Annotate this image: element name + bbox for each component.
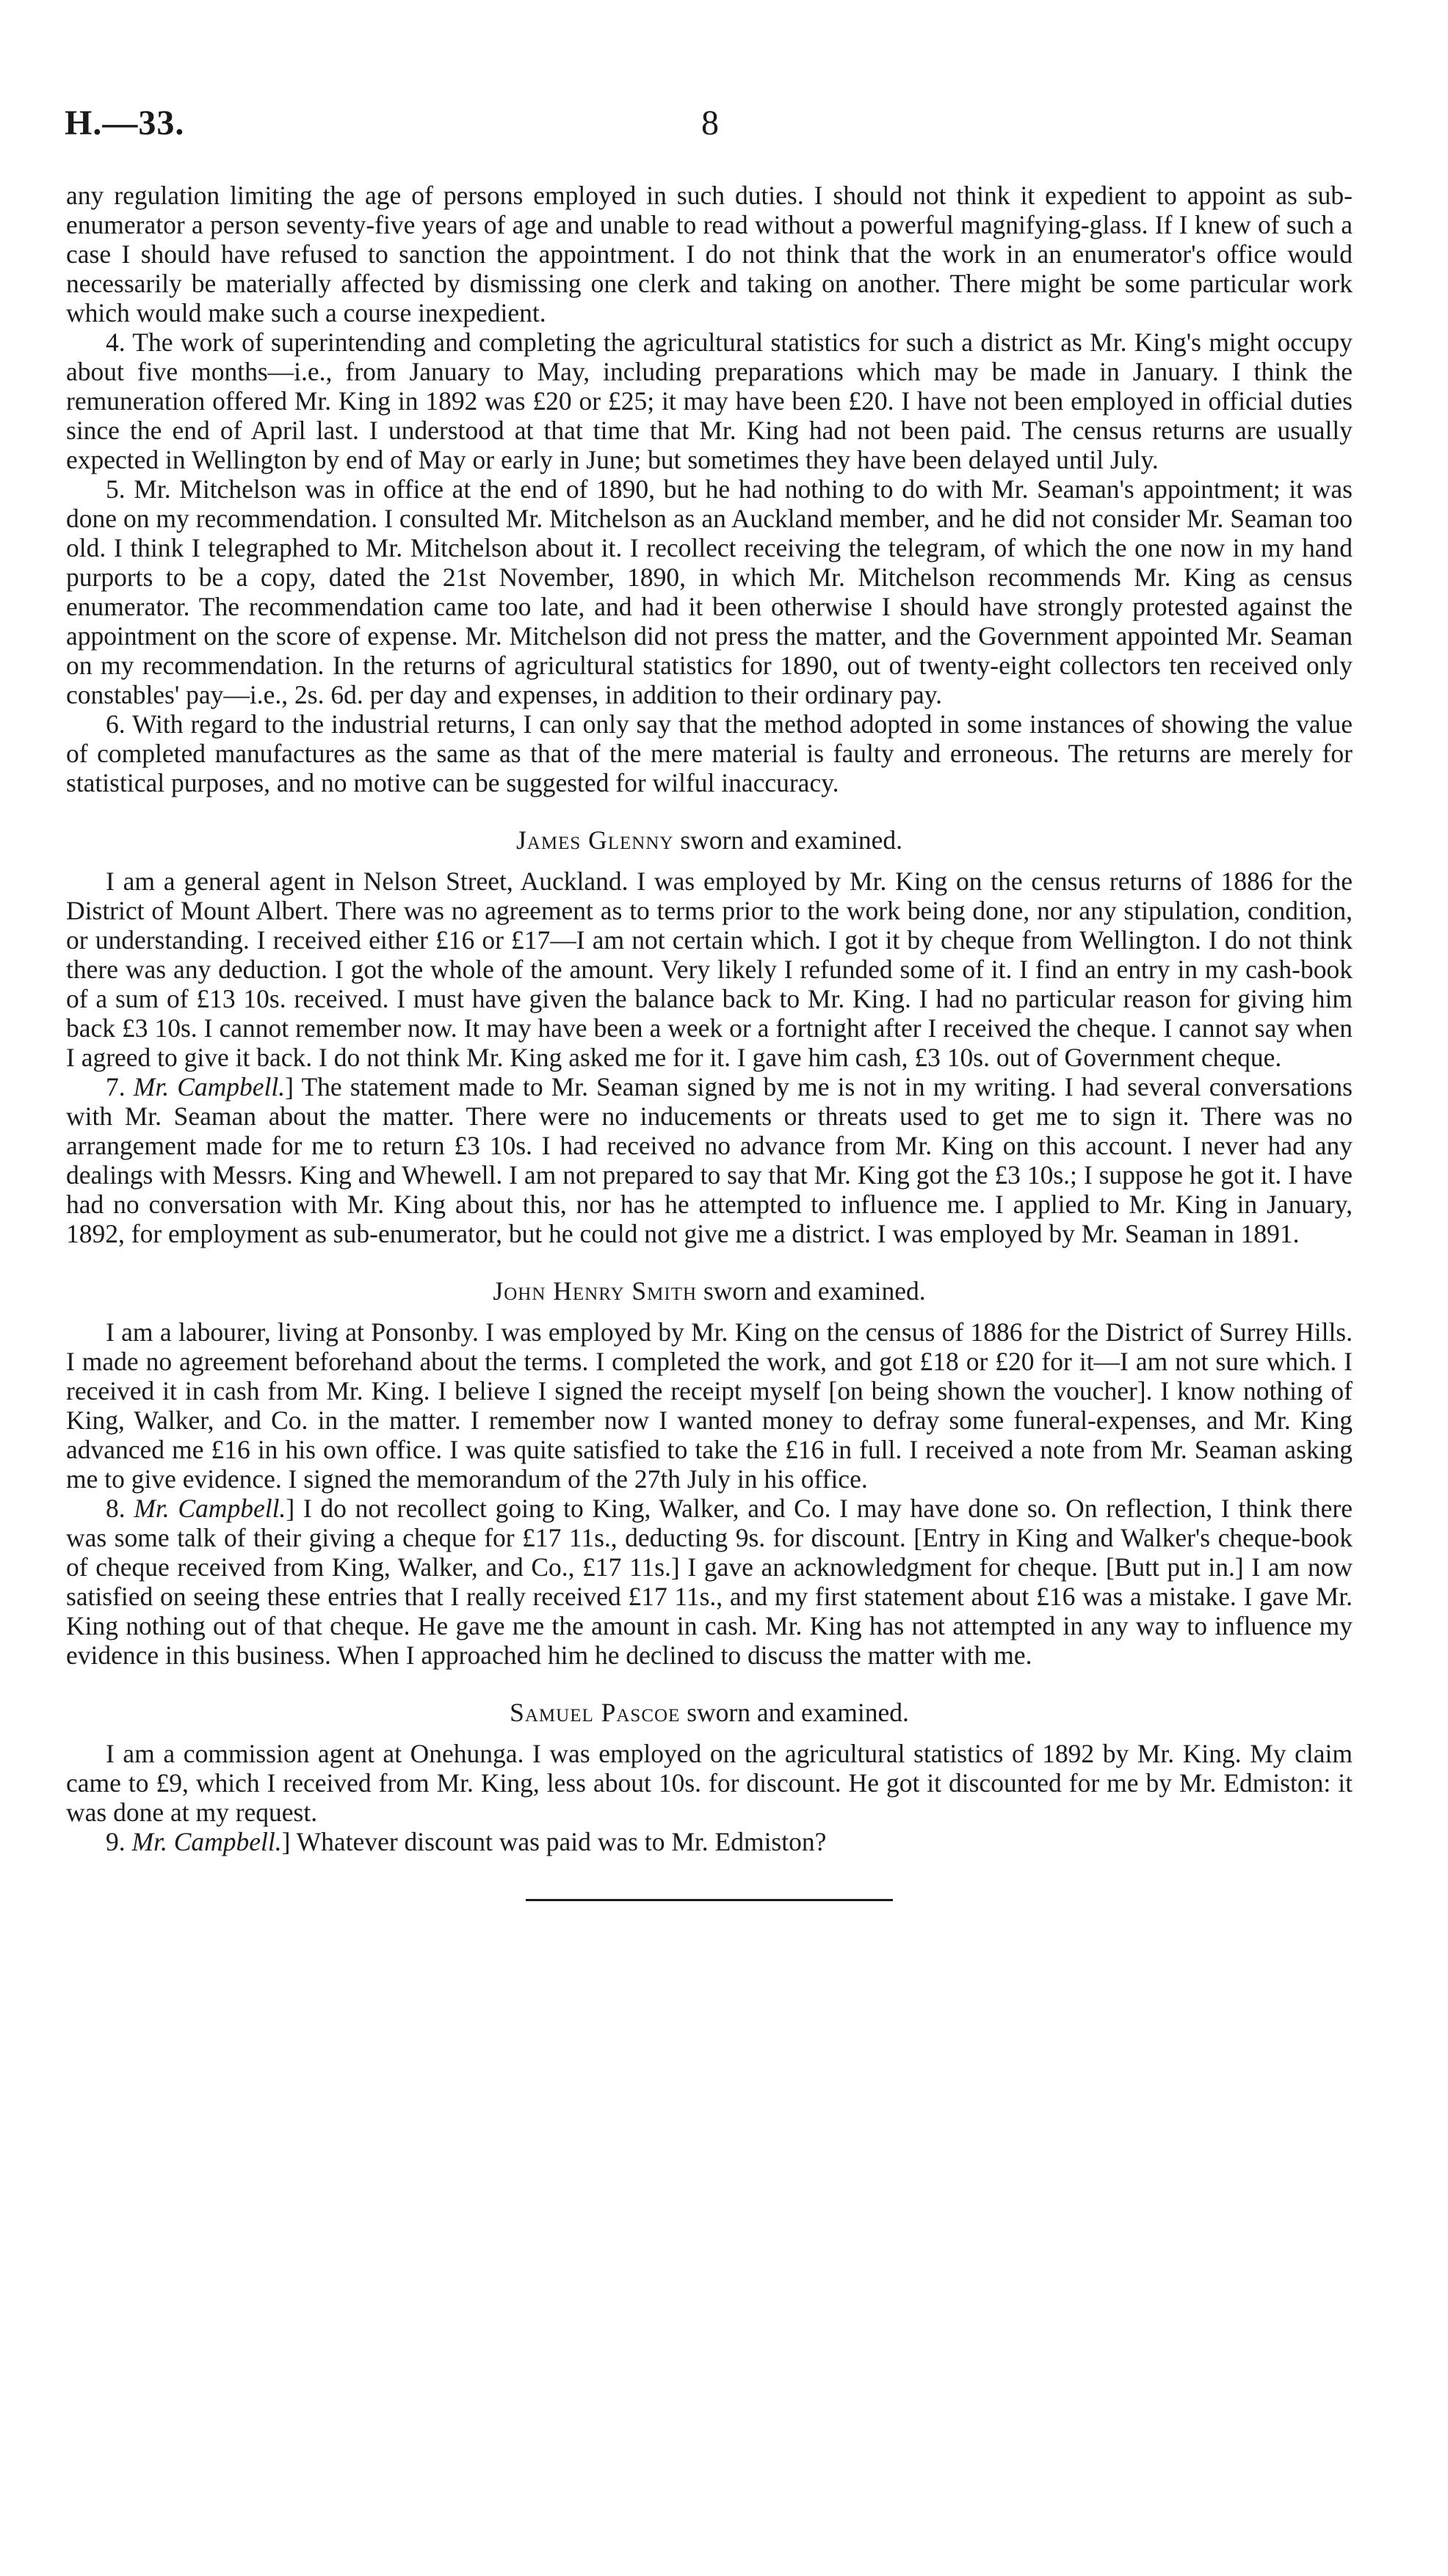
questioner: Mr. Campbell. xyxy=(131,1827,282,1856)
question-number: 8. xyxy=(106,1494,134,1523)
glenny-statement: I am a general agent in Nelson Street, Auckland. I was employed by Mr. King on the census returns of 1886 for the District of Mount Albert. There was no agreement as to terms prior to the work being done, nor any stipulation, condition, or understanding. I received either £16 or £17—I am not certain which. I got it by cheque from Wellington. I do not think there was any deduction. I got the whole of the amount. Very likely I refunded some of it. I find an entry in my cash-book of a sum of £13 10s. received. I must have given the balance back to Mr. King. I had no particular reason for giving him back £3 10s. I cannot remember now. It may have been a week or a fortnight after I received the cheque. I cannot say when I agreed to give it back. I do not think Mr. King asked me for it. I gave him cash, £3 10s. out of Government cheque. xyxy=(66,866,1353,1072)
paragraph-9 xyxy=(66,1827,1353,1856)
witness-heading-suffix: sworn and examined. xyxy=(673,825,903,855)
paragraph-continuation: any regulation limiting the age of persons employed in such duties. I should not think it expedient to appoint as sub-enumerator a person seventy-five years of age and unable to read without a powerful magnifying-glass. If I knew of such a case I should have refused to sanction the appointment. I do not think that the work in an enumerator's office would necessarily be materially affected by dismissing one clerk and taking on another. There might be some particular work which would make such a course inexpedient. xyxy=(66,181,1353,328)
witness-name: John Henry Smith xyxy=(493,1276,698,1306)
body-text xyxy=(66,181,1353,1901)
pascoe-statement: I am a commission agent at Onehunga. I was employed on the agricultural statistics of 1892 by Mr. King. My claim came to £9, which I received from Mr. King, less about 10s. for discount. He got it discounted for me by Mr. Edmiston: it was done at my request. xyxy=(66,1739,1353,1827)
paragraph-6: 6. With regard to the industrial returns, I can only say that the method adopted in some instances of showing the value of completed manufactures as the same as that of the mere material is faulty and erroneous. The returns are merely for statistical purposes, and no motive can be suggested for wilful inaccuracy. xyxy=(66,709,1353,797)
question-number: 7. xyxy=(106,1072,134,1101)
answer-text: ] I do not recollect going to King, Walker, and Co. I may have done so. On reflection, I think there was some talk of their giving a cheque for £17 11s., deducting 9s. for discount. [Entry in King and Walker's cheque-book of cheque received from King, Walker, and Co., £17 11s.] I gave an acknowledgment for cheque. [Butt put in.] I am now satisfied on seeing these entries that I really received £17 11s., and my first statement about £16 was a mistake. I gave Mr. King nothing out of that cheque. He gave me the amount in cash. Mr. King has not attempted in any way to influence my evidence in this business. When I approached him he declined to discuss the matter with me. xyxy=(66,1494,1353,1670)
questioner: Mr. Campbell. xyxy=(134,1494,286,1523)
witness-heading-glenny xyxy=(66,825,1353,855)
witness-heading-pascoe xyxy=(66,1698,1353,1727)
document-reference: H.—33. xyxy=(65,104,185,142)
smith-statement: I am a labourer, living at Ponsonby. I was employed by Mr. King on the census of 1886 for the District of Surrey Hills. I made no agreement beforehand about the terms. I completed the work, and got £18 or £20 for it—I am not sure which. I received it in cash from Mr. King. I believe I signed the receipt myself [on being shown the voucher]. I know nothing of King, Walker, and Co. in the matter. I remember now I wanted money to defray some funeral-expenses, and Mr. King advanced me £16 in his own office. I was quite satisfied to take the £16 in full. I received a note from Mr. Seaman asking me to give evidence. I signed the memorandum of the 27th July in his office. xyxy=(66,1317,1353,1494)
paragraph-5: 5. Mr. Mitchelson was in office at the end of 1890, but he had nothing to do with Mr. Seaman's appointment; it was done on my recommendation. I consulted Mr. Mitchelson as an Auckland member, and he did not consider Mr. Seaman too old. I think I telegraphed to Mr. Mitchelson about it. I recollect receiving the telegram, of which the one now in my hand purports to be a copy, dated the 21st November, 1890, in which Mr. Mitchelson recommends Mr. King as census enumerator. The recommendation came too late, and had it been otherwise I should have strongly protested against the appointment on the score of expense. Mr. Mitchelson did not press the matter, and the Government appointed Mr. Seaman on my recommendation. In the returns of agricultural statistics for 1890, out of twenty-eight collectors ten received only constables' pay—i.e., 2s. 6d. per day and expenses, in addition to their ordinary pay. xyxy=(66,474,1353,709)
witness-heading-suffix: sworn and examined. xyxy=(680,1698,909,1727)
witness-name: James Glenny xyxy=(515,825,674,855)
answer-text: ] The statement made to Mr. Seaman signed by me is not in my writing. I had several conversations with Mr. Seaman about the matter. There were no inducements or threats used to get me to sign it. There was no arrangement made for me to return £3 10s. I had received no advance from Mr. King on this account. I never had any dealings with Messrs. King and Whewell. I am not prepared to say that Mr. King got the £3 10s.; I suppose he got it. I have had no conversation with Mr. King about this, nor has he attempted to influence me. I applied to Mr. King in January, 1892, for employment as sub-enumerator, but he could not give me a district. I was employed by Mr. Seaman in 1891. xyxy=(66,1072,1353,1248)
witness-heading-smith xyxy=(66,1276,1353,1306)
questioner: Mr. Campbell. xyxy=(133,1072,286,1101)
paragraph-7 xyxy=(66,1072,1353,1248)
answer-text: ] Whatever discount was paid was to Mr. Edmiston? xyxy=(281,1827,827,1856)
page-number: 8 xyxy=(701,104,719,142)
witness-name: Samuel Pascoe xyxy=(510,1698,681,1727)
paragraph-4: 4. The work of superintending and completing the agricultural statistics for such a district as Mr. King's might occupy about five months—i.e., from January to May, including preparations which may be made in January. I think the remuneration offered Mr. King in 1892 was £20 or £25; it may have been £20. I have not been employed in official duties since the end of April last. I understood at that time that Mr. King had not been paid. The census returns are usually expected in Wellington by end of May or early in June; but sometimes they have been delayed until July. xyxy=(66,328,1353,474)
end-rule xyxy=(526,1899,893,1901)
question-number: 9. xyxy=(106,1827,132,1856)
paragraph-8 xyxy=(66,1494,1353,1670)
witness-heading-suffix: sworn and examined. xyxy=(697,1276,926,1306)
